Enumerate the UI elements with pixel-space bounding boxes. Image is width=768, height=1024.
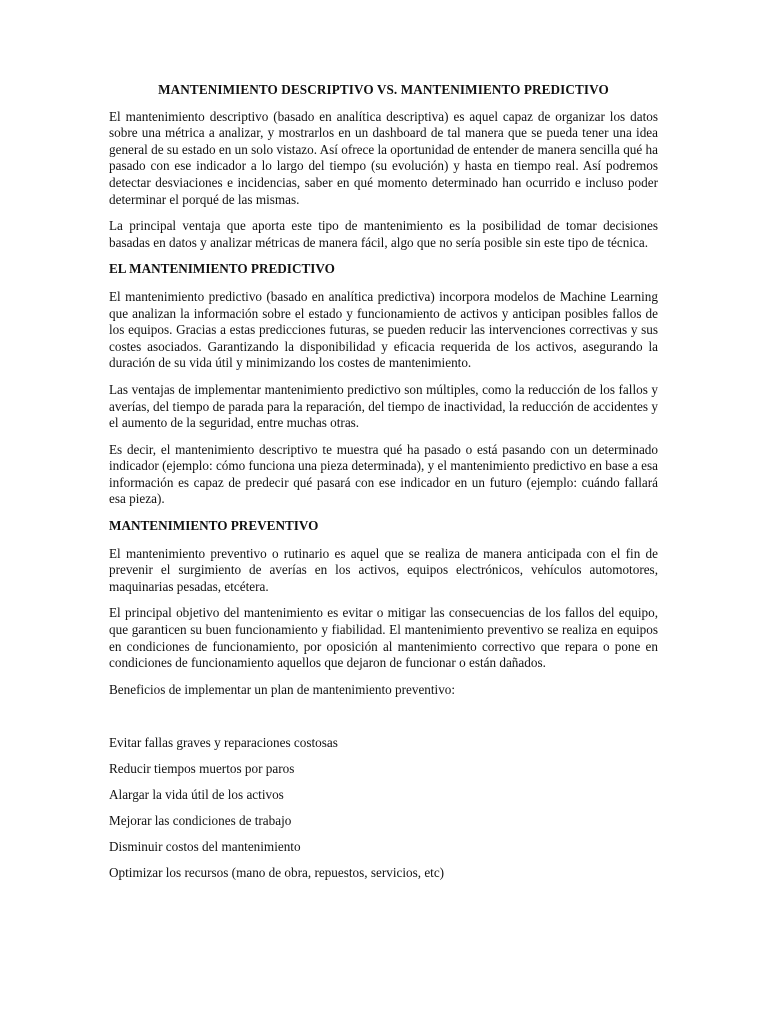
benefit-item: Reducir tiempos muertos por paros (109, 761, 295, 777)
benefit-item: Mejorar las condiciones de trabajo (109, 813, 292, 829)
predictive-paragraph-3: Es decir, el mantenimiento descriptivo te muestra qué ha pasado o está pasando con un determinado indicador (ejemplo: cómo funciona una pieza determinada), y el mantenimiento predictivo en base a esa información es capaz de predecir qué pasará con ese indicador en un futuro (ejemplo: cuándo fallará esa pieza). (109, 441, 658, 507)
preventive-paragraph-2: El principal objetivo del mantenimiento es evitar o mitigar las consecuencias de los fallos del equipo, que garanticen su buen funcionamiento y fiabilidad. El mantenimiento preventivo se realiza en equipos en condiciones de funcionamiento, por oposición al mantenimiento correctivo que repara o pone en condiciones de funcionamiento aquellos que dejaron de funcionar o están dañados. (109, 605, 658, 671)
preventive-heading: MANTENIMIENTO PREVENTIVO (109, 518, 319, 534)
document-title: MANTENIMIENTO DESCRIPTIVO VS. MANTENIMIENTO PREDICTIVO (158, 82, 609, 97)
benefits-intro: Beneficios de implementar un plan de mantenimiento preventivo: (109, 681, 456, 697)
benefit-item: Disminuir costos del mantenimiento (109, 839, 301, 855)
document-body (109, 82, 658, 891)
preventive-paragraph-1: El mantenimiento preventivo o rutinario es aquel que se realiza de manera anticipada con el fin de prevenir el surgimiento de averías en los activos, equipos electrónicos, vehículos automotores, maquinarias pesadas, etcétera. (109, 545, 658, 594)
benefit-item: Alargar la vida útil de los activos (109, 787, 284, 803)
intro-paragraph-2: La principal ventaja que aporta este tipo de mantenimiento es la posibilidad de tomar decisiones basadas en datos y analizar métricas de manera fácil, algo que no sería posible sin este tipo de técnica. (109, 218, 658, 250)
predictive-paragraph-1: El mantenimiento predictivo (basado en analítica predictiva) incorpora modelos de Machine Learning que analizan la información sobre el estado y funcionamiento de activos y anticipan posibles fallos de los equipos. Gracias a estas predicciones futuras, se pueden reducir las intervenciones correctivas y sus costes asociados. Garantizando la disponibilidad y eficacia requerida de los activos, asegurando la duración de su vida útil y minimizando los costes de mantenimiento. (109, 288, 658, 371)
predictive-paragraph-2: Las ventajas de implementar mantenimiento predictivo son múltiples, como la reducción de los fallos y averías, del tiempo de parada para la reparación, del tiempo de inactividad, la reducción de accidentes y el aumento de la seguridad, entre muchas otras. (109, 381, 658, 431)
predictive-heading: EL MANTENIMIENTO PREDICTIVO (109, 261, 335, 277)
benefit-item: Evitar fallas graves y reparaciones costosas (109, 735, 338, 751)
intro-paragraph-1: El mantenimiento descriptivo (basado en analítica descriptiva) es aquel capaz de organizar los datos sobre una métrica a analizar, y mostrarlos en un dashboard de tal manera que se pueda tener una idea general de su estado en un solo vistazo. Así ofrece la oportunidad de entender de manera sencilla qué ha pasado con ese indicador a lo largo del tiempo (su evolución) y hasta en tiempo real. Así podremos detectar desviaciones e incidencias, saber en qué momento determinado han ocurrido e incluso poder determinar el porqué de las mismas. (109, 108, 658, 207)
benefits-list (109, 735, 658, 882)
benefit-item: Optimizar los recursos (mano de obra, repuestos, servicios, etc) (109, 865, 445, 881)
